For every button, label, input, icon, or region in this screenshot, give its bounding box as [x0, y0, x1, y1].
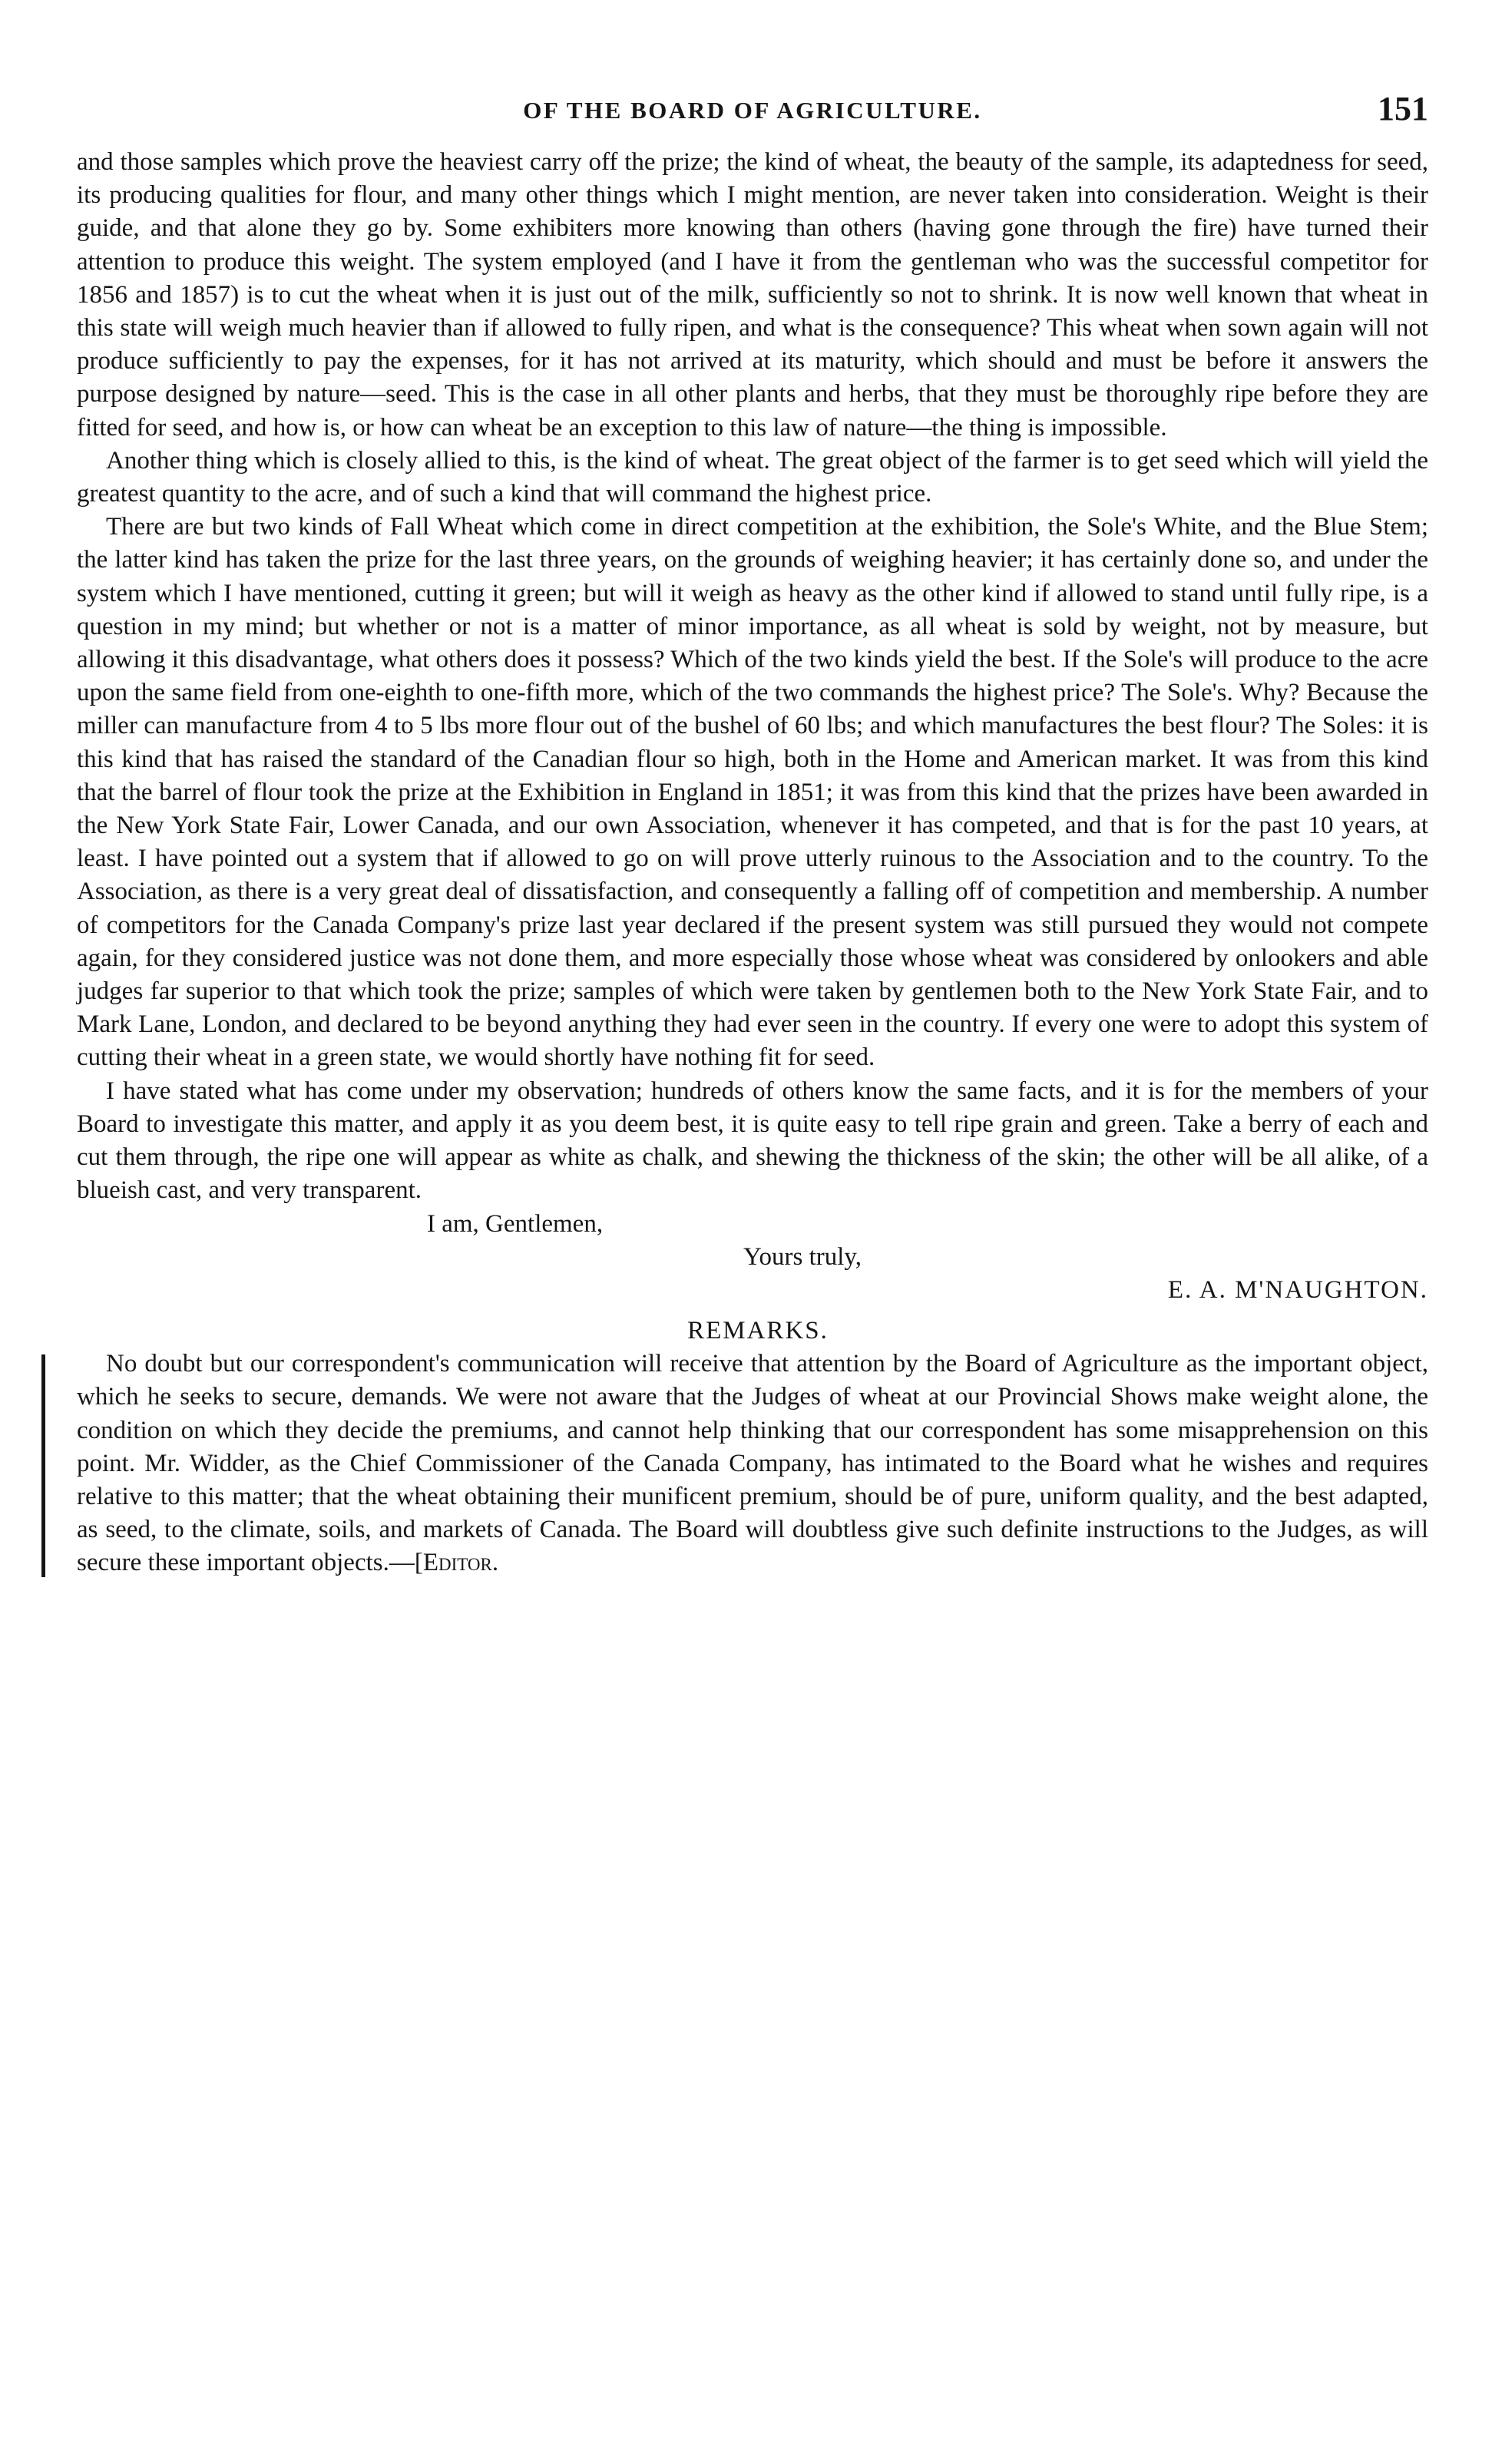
paragraph-1: and those samples which prove the heaviest carry off the prize; the kind of wheat, the beauty of the sample, its adaptedness for seed, its producing qualities for flour, and many other things which I might mention, are never taken into consideration. Weight is their guide, and that alone they go by. Some exhibiters more knowing than others (having gone through the fire) have turned their attention to produce this weight. The system employed (and I have it from the gentleman who was the successful competitor for 1856 and 1857) is to cut the wheat when it is just out of the milk, sufficiently so not to shrink. It is now well known that wheat in this state will weigh much heavier than if allowed to fully ripen, and what is the consequence? This wheat when sown again will not produce sufficiently to pay the expenses, for it has not arrived at its maturity, which should and must be before it answers the purpose designed by nature—seed. This is the case in all other plants and herbs, that they must be thoroughly ripe before they are fitted for seed, and how is, or how can wheat be an exception to this law of nature—the thing is impossible.: [77, 148, 1428, 442]
remarks-text: No doubt but our correspondent's communication will receive that attention by the Board of Agriculture as the important object, which he seeks to secure, demands. We were not aware that the Judges of wheat at our Provincial Shows make weight alone, the condition on which they decide the premiums, and cannot help thinking that our correspondent has some misapprehension on this point. Mr. Widder, as the Chief Commissioner of the Canada Company, has intimated to the Board what he wishes and requires relative to this matter; that the wheat obtaining their munificent premium, should be of pure, uniform quality, and the best adapted, as seed, to the climate, soils, and markets of Canada. The Board will doubtless give such definite instructions to the Judges, as will secure these important objects.: [77, 1350, 1428, 1577]
closing-valediction: Yours truly,: [743, 1242, 862, 1271]
remarks-heading: REMARKS.: [687, 1317, 829, 1345]
book-page: [77, 84, 1428, 1580]
running-head: [77, 84, 1428, 146]
remarks-body: [77, 1348, 1428, 1579]
page-number: 151: [1378, 90, 1428, 127]
editor-attribution: —[Editor.: [389, 1549, 499, 1577]
remarks-margin-rule: [41, 1354, 45, 1577]
editor-remarks: [41, 1315, 1428, 1580]
closing-salutation: I am, Gentlemen,: [427, 1209, 604, 1238]
running-title: OF THE BOARD OF AGRICULTURE.: [523, 97, 982, 124]
closing-signature-line: [77, 1274, 1428, 1307]
closing-signature: E. A. M'NAUGHTON.: [1167, 1275, 1428, 1304]
paragraph-2: Another thing which is closely allied to this, is the kind of wheat. The great object of the farmer is to get seed which will yield the greatest quantity to the acre, and of such a kind that will command the highest price.: [77, 446, 1428, 508]
paragraph-3: There are but two kinds of Fall Wheat which come in direct competition at the exhibition, the Sole's White, and the Blue Stem; the latter kind has taken the prize for the last three years, on the grounds of weighing heavier; it has certainly done so, and under the system which I have mentioned, cutting it green; but will it weigh as heavy as the other kind if allowed to stand until fully ripe, is a question in my mind; but whether or not is a matter of minor importance, as all wheat is sold by weight, not by measure, but allowing it this disadvantage, what others does it possess? Which of the two kinds yield the best. If the Sole's will produce to the acre upon the same field from one-eighth to one-fifth more, which of the two commands the highest price? The Sole's. Why? Because the miller can manufacture from 4 to 5 lbs more flour out of the bushel of 60 lbs; and which manufactures the best flour? The Soles: it is this kind that has raised the standard of the Canadian flour so high, both in the Home and American market. It was from this kind that the barrel of flour took the prize at the Exhibition in England in 1851; it was from this kind that the prizes have been awarded in the New York State Fair, Lower Canada, and our own Association, whenever it has competed, and that is for the past 10 years, at least. I have pointed out a system that if allowed to go on will prove utterly ruinous to the Association and to the country. To the Association, as there is a very great deal of dissatisfaction, and consequently a falling off of competition and membership. A number of competitors for the Canada Company's prize last year declared if the present system was still pursued they would not compete again, for they considered justice was not done them, and more especially those whose wheat was considered by onlookers and able judges far superior to that which took the prize; samples of which were taken by gentlemen both to the New York State Fair, and to Mark Lane, London, and declared to be beyond anything they had ever seen in the country. If every one were to adopt this system of cutting their wheat in a green state, we would shortly have nothing fit for seed.: [77, 513, 1428, 1072]
letter-body: [77, 146, 1428, 1208]
closing-valediction-line: [77, 1241, 1428, 1274]
closing-salutation-line: [77, 1208, 1428, 1241]
paragraph-4: I have stated what has come under my observation; hundreds of others know the same facts, and it is for the members of your Board to investigate this matter, and apply it as you deem best, it is quite easy to tell ripe grain and green. Take a berry of each and cut them through, the ripe one will appear as white as chalk, and shewing the thickness of the skin; the other will be all alike, of a blueish cast, and very transparent.: [77, 1077, 1428, 1205]
